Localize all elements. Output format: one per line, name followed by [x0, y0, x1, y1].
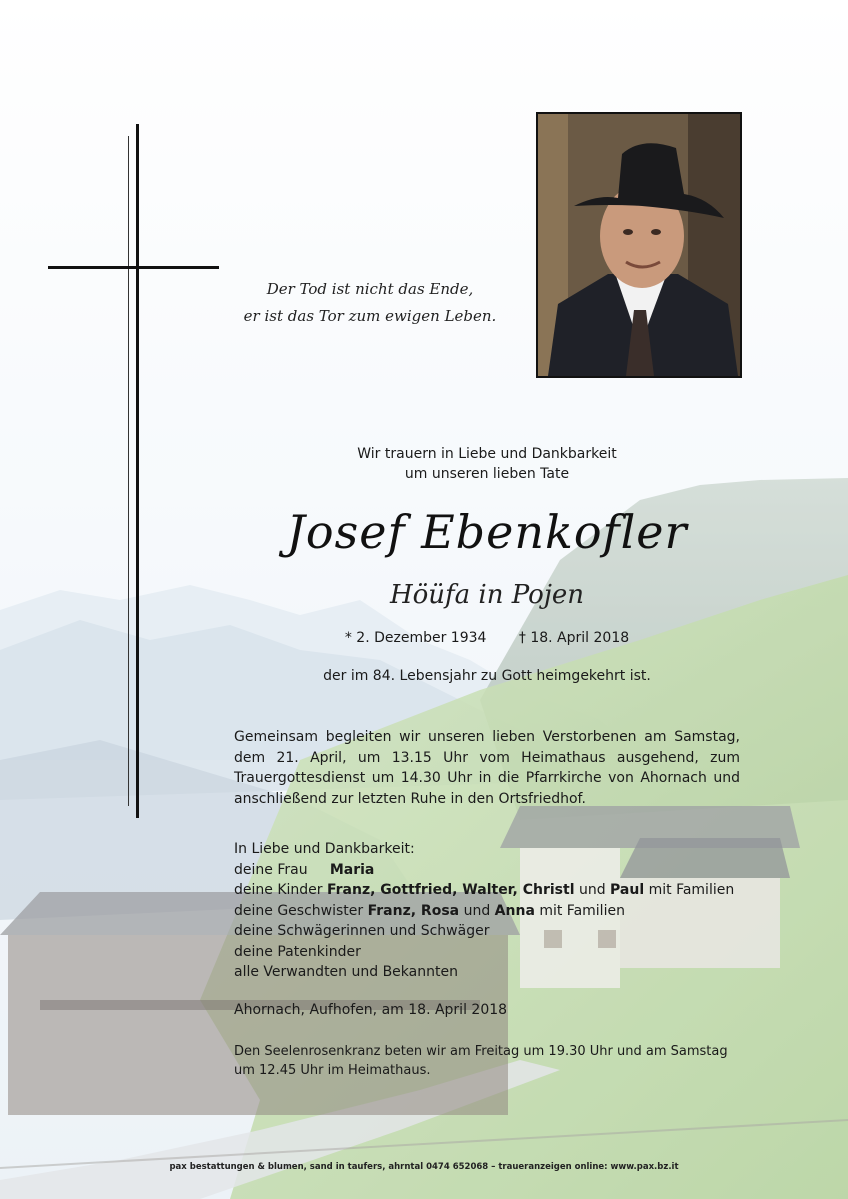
death-date: † 18. April 2018 — [518, 630, 630, 646]
siblings-names: Franz, Rosa — [367, 902, 460, 919]
deceased-name: Josef Ebenkofler — [286, 505, 688, 559]
birth-date: * 2. Dezember 1934 — [344, 630, 487, 646]
deceased-nickname: Höüfa in Pojen — [389, 580, 585, 610]
mourner-siblings — [234, 901, 744, 922]
memorial-quote — [230, 276, 510, 330]
mourners-list — [234, 839, 744, 983]
cross-shadow-line — [128, 136, 129, 806]
siblings-and: und — [463, 902, 491, 919]
children-prefix: deine Kinder — [234, 882, 323, 898]
footer-funeral-home: pax bestattungen & blumen, sand in taufers, ahrntal 0474 652068 – traueranzeigen online: www.pax.bz.it — [169, 1162, 679, 1172]
wife-name: Maria — [329, 861, 375, 878]
mourner-wife — [234, 860, 744, 881]
life-dates — [234, 628, 740, 648]
place-date: Ahornach, Aufhofen, am 18. April 2018 — [234, 1002, 508, 1018]
funeral-details: Gemeinsam begleiten wir unseren lieben Verstorbenen am Samstag, dem 21. April, um 13.15 Uhr vom Heimathaus ausgehend, zum Trauergottesdienst um 14.30 Uhr in die Pfarrkirche von Ahornach und anschließend zur letzten Ruhe in den Ortsfriedhof. — [234, 729, 740, 807]
quote-line-1: Der Tod ist nicht das Ende, — [266, 280, 474, 298]
cross-horizontal-beam — [48, 266, 219, 269]
age-line: der im 84. Lebensjahr zu Gott heimgekehrt ist. — [323, 668, 651, 684]
children-and: und — [578, 882, 606, 898]
mourner-children — [234, 880, 744, 901]
portrait-photo — [536, 112, 742, 378]
quote-line-2: er ist das Tor zum ewigen Leben. — [243, 307, 497, 325]
mourner-godchildren: deine Patenkinder — [234, 943, 361, 960]
children-suffix: mit Familien — [648, 882, 735, 898]
siblings-last-name: Anna — [494, 902, 535, 919]
siblings-prefix: deine Geschwister — [234, 902, 364, 919]
children-names: Franz, Gottfried, Walter, Christl — [326, 882, 575, 898]
mourners-heading: In Liebe und Dankbarkeit: — [234, 841, 415, 857]
cross-vertical-beam — [136, 124, 139, 818]
intro-line-2: um unseren lieben Tate — [404, 466, 570, 482]
siblings-suffix: mit Familien — [539, 902, 625, 919]
children-last-name: Paul — [610, 882, 645, 898]
mourner-in-laws: deine Schwägerinnen und Schwäger — [234, 923, 490, 939]
intro-text — [234, 444, 740, 484]
rosary-notice: Den Seelenrosenkranz beten wir am Freitag um 19.30 Uhr und am Samstag um 12.45 Uhr im Heimathaus. — [234, 1044, 728, 1078]
intro-line-1: Wir trauern in Liebe und Dankbarkeit — [357, 446, 617, 462]
wife-prefix: deine Frau — [234, 861, 308, 878]
mourner-relatives: alle Verwandten und Bekannten — [234, 964, 458, 980]
